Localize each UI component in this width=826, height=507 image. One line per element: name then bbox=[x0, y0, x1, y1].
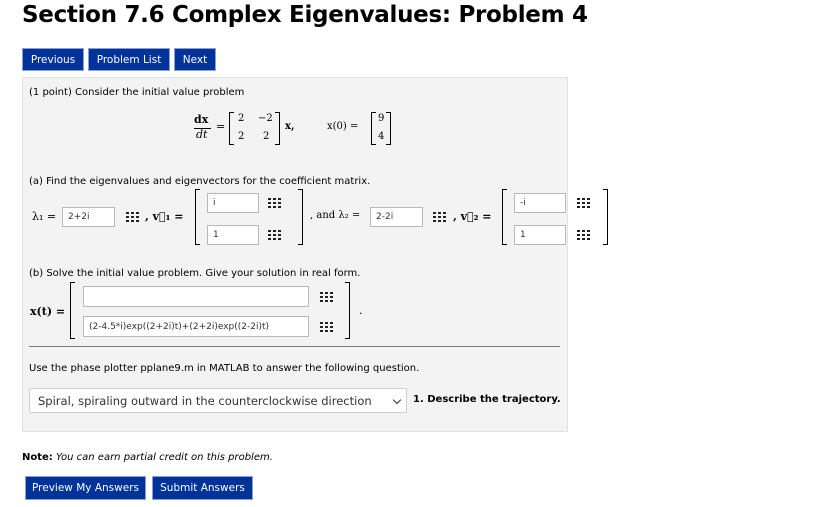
lambda1-label: λ₁ = bbox=[32, 210, 57, 223]
x0-right-bracket bbox=[386, 112, 391, 145]
v1-label: , v⃗₁ = bbox=[145, 210, 184, 223]
trajectory-select[interactable] bbox=[29, 388, 407, 413]
v1-right-bracket bbox=[298, 189, 303, 245]
problem-intro: (1 point) Consider the initial value problem bbox=[29, 87, 245, 98]
chevron-down-icon bbox=[393, 396, 401, 404]
matrix-left-bracket bbox=[229, 112, 234, 145]
problem-list-button[interactable]: Problem List bbox=[88, 48, 170, 71]
equation-editor-icon[interactable] bbox=[268, 230, 281, 240]
matrix-entry: 2 bbox=[238, 113, 245, 124]
v1-entry-2-input[interactable]: 1 bbox=[207, 225, 259, 245]
previous-button[interactable]: Previous bbox=[22, 48, 84, 71]
matrix-entry: 2 bbox=[238, 131, 245, 142]
v2-entry-2-input[interactable]: 1 bbox=[514, 225, 566, 245]
eq-x0-label: x(0) = bbox=[327, 121, 359, 132]
matrix-entry: −2 bbox=[258, 113, 273, 124]
submit-answers-button[interactable]: Submit Answers bbox=[152, 476, 253, 500]
part-a-text: (a) Find the eigenvalues and eigenvectors for the coefficient matrix. bbox=[29, 176, 371, 187]
x0-entry: 9 bbox=[378, 113, 385, 124]
lambda2-input[interactable]: 2-2i bbox=[370, 207, 423, 227]
xt-entry-2-input[interactable]: (2-4.5*i)exp((2+2i)t)+(2+2i)exp((2-2i)t) bbox=[83, 316, 309, 337]
equation-editor-icon[interactable] bbox=[126, 212, 139, 222]
lambda2-label: , and λ₂ = bbox=[310, 210, 361, 221]
equation-editor-icon[interactable] bbox=[268, 198, 281, 208]
question-1-text: 1. Describe the trajectory. bbox=[413, 394, 561, 405]
page-title: Section 7.6 Complex Eigenvalues: Problem 4 bbox=[22, 2, 588, 28]
equation-editor-icon[interactable] bbox=[577, 198, 590, 208]
xt-period: . bbox=[359, 304, 363, 317]
v2-right-bracket bbox=[603, 189, 608, 245]
note-label: Note: bbox=[22, 452, 53, 463]
divider bbox=[29, 346, 560, 347]
matrix-entry: 2 bbox=[263, 131, 270, 142]
xt-left-bracket bbox=[70, 282, 75, 339]
note-text: You can earn partial credit on this problem. bbox=[56, 452, 273, 463]
eq-equals: = bbox=[216, 120, 226, 133]
problem-panel bbox=[22, 77, 568, 432]
equation-editor-icon[interactable] bbox=[320, 322, 333, 332]
equation-editor-icon[interactable] bbox=[433, 212, 446, 222]
next-button[interactable]: Next bbox=[174, 48, 216, 71]
x0-entry: 4 bbox=[378, 131, 385, 142]
lambda1-input[interactable]: 2+2i bbox=[62, 207, 115, 227]
preview-answers-button[interactable]: Preview My Answers bbox=[25, 476, 146, 500]
question-1-label bbox=[413, 394, 561, 405]
xt-right-bracket bbox=[345, 282, 350, 339]
x0-left-bracket bbox=[371, 112, 376, 145]
equation-editor-icon[interactable] bbox=[577, 230, 590, 240]
note bbox=[22, 452, 273, 463]
phase-plotter-text: Use the phase plotter pplane9.m in MATLAB to answer the following question. bbox=[29, 363, 420, 374]
xt-entry-1-input[interactable] bbox=[83, 286, 309, 307]
v2-label: , v⃗₂ = bbox=[453, 210, 492, 223]
v1-left-bracket bbox=[195, 189, 200, 245]
v1-entry-1-input[interactable]: i bbox=[207, 193, 259, 213]
equation-editor-icon[interactable] bbox=[320, 292, 333, 302]
eq-dx: dx bbox=[194, 113, 209, 126]
eq-dt: dt bbox=[196, 128, 208, 141]
eq-x-vector: x, bbox=[285, 121, 295, 132]
xt-label: x(t) = bbox=[30, 305, 66, 318]
trajectory-selected-value: Spiral, spiraling outward in the counterclockwise direction bbox=[38, 393, 372, 408]
matrix-right-bracket bbox=[275, 112, 280, 145]
v2-left-bracket bbox=[502, 189, 507, 245]
part-b-text: (b) Solve the initial value problem. Give your solution in real form. bbox=[29, 268, 361, 279]
v2-entry-1-input[interactable]: -i bbox=[514, 193, 566, 213]
